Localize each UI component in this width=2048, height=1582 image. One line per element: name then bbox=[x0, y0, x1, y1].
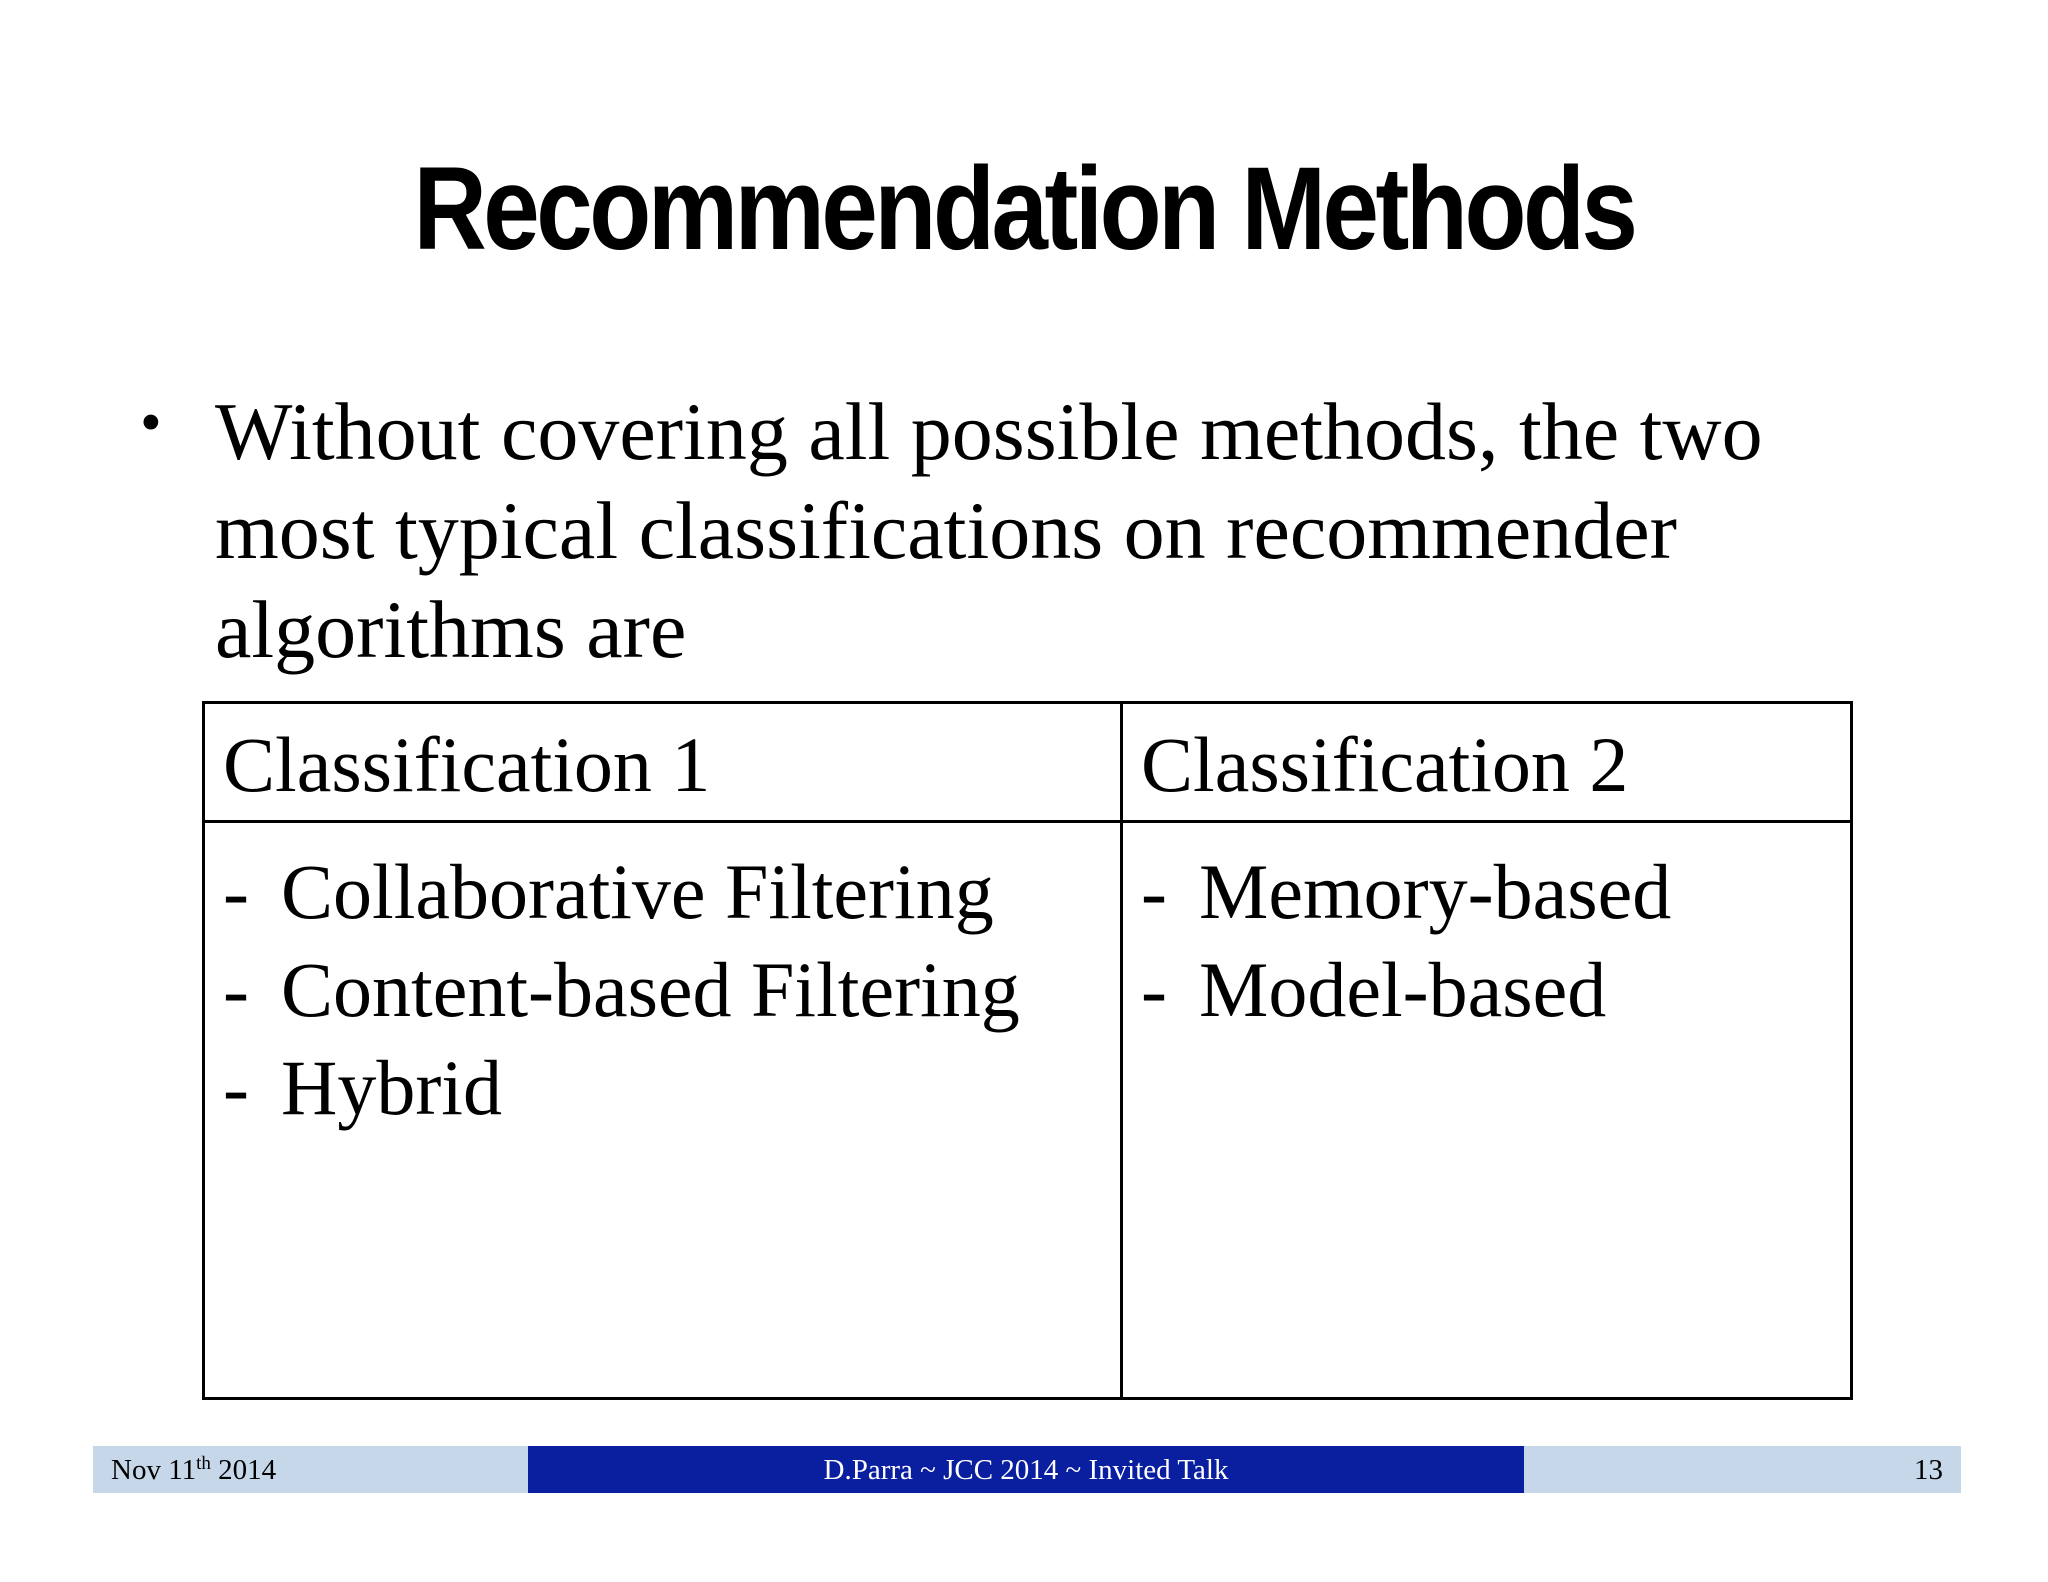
list-item-text: Memory-based bbox=[1199, 848, 1672, 935]
table-header-cell-2: Classification 2 bbox=[1122, 703, 1852, 822]
table-cell-classification-1 bbox=[204, 822, 1122, 1399]
list-item-text: Hybrid bbox=[281, 1044, 502, 1131]
dash-marker: - bbox=[1141, 946, 1167, 1033]
footer-center-band bbox=[528, 1446, 1524, 1493]
table-body-row bbox=[204, 822, 1852, 1399]
list-item bbox=[223, 941, 1102, 1039]
footer-date-day: Nov 11 bbox=[111, 1454, 197, 1486]
list-item-text: Collaborative Filtering bbox=[281, 848, 994, 935]
table-cell-classification-2 bbox=[1122, 822, 1852, 1399]
dash-marker: - bbox=[223, 848, 249, 935]
list-item bbox=[223, 1039, 1102, 1137]
footer-page-band bbox=[1524, 1446, 1961, 1493]
footer-talk-info: D.Parra ~ JCC 2014 ~ Invited Talk bbox=[823, 1454, 1229, 1486]
list-item bbox=[1141, 941, 1832, 1039]
bullet-text: Without covering all possible methods, the two most typical classifications on recommender algorithms are bbox=[215, 386, 1763, 675]
bullet-dot-icon: • bbox=[140, 389, 162, 457]
dash-marker: - bbox=[1141, 848, 1167, 935]
footer-date-year: 2014 bbox=[218, 1454, 277, 1486]
footer-date-suffix: th bbox=[196, 1453, 211, 1474]
list-item-text: Model-based bbox=[1199, 946, 1607, 1033]
dash-marker: - bbox=[223, 1044, 249, 1131]
slide-title: Recommendation Methods bbox=[413, 143, 1635, 275]
list-item bbox=[1141, 843, 1832, 941]
table-header-cell-1: Classification 1 bbox=[204, 703, 1122, 822]
table-header-row bbox=[204, 703, 1852, 822]
dash-marker: - bbox=[223, 946, 249, 1033]
footer-date bbox=[111, 1454, 276, 1487]
page-number: 13 bbox=[1914, 1454, 1943, 1486]
footer-date-band bbox=[93, 1446, 528, 1493]
list-item bbox=[223, 843, 1102, 941]
list-item-text: Content-based Filtering bbox=[281, 946, 1020, 1033]
classification-table bbox=[202, 701, 1853, 1400]
slide-footer bbox=[93, 1446, 1961, 1493]
